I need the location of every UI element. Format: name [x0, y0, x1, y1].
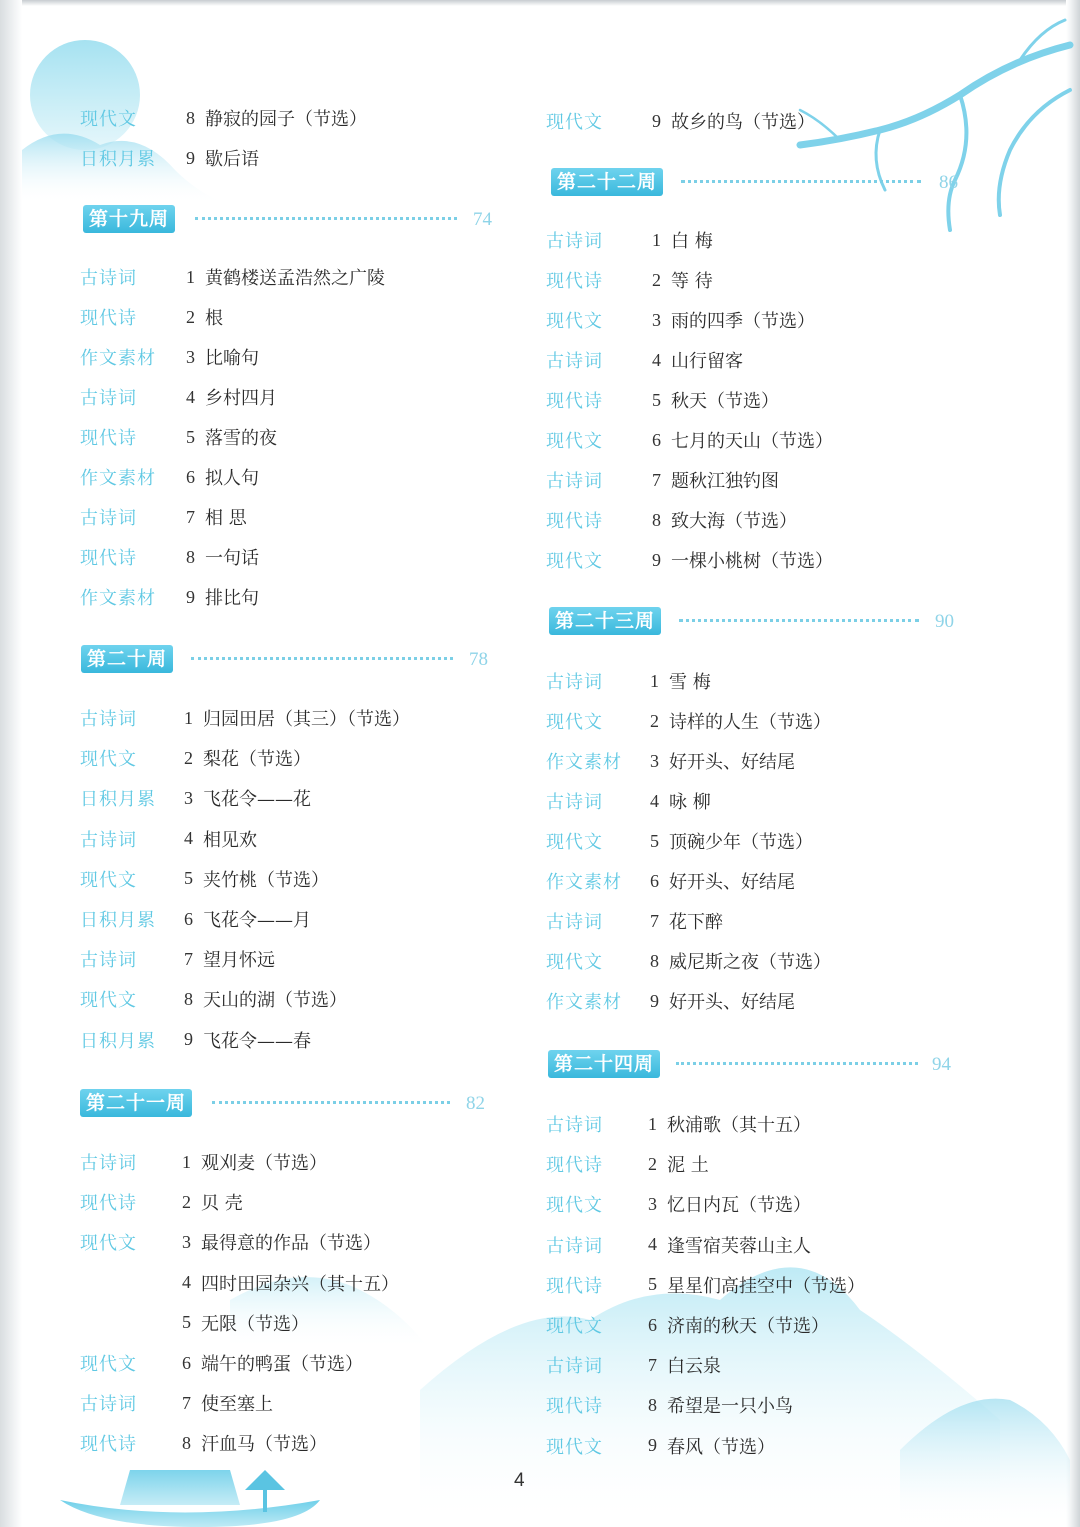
week-label: 第二十周 — [81, 645, 173, 673]
item-title: 好开头、好结尾 — [669, 992, 795, 1013]
list-item — [80, 301, 500, 333]
item-number: 4 — [652, 349, 661, 370]
item-title: 无限（节选） — [201, 1313, 309, 1335]
item-number: 9 — [184, 1029, 193, 1050]
item-title: 夹竹桃（节选） — [203, 869, 329, 891]
week-page-number: 78 — [469, 649, 488, 670]
item-category: 作文素材 — [80, 348, 156, 369]
list-item — [546, 985, 966, 1017]
list-item — [80, 782, 500, 814]
item-number: 8 — [652, 509, 661, 530]
item-category: 现代文 — [80, 990, 137, 1012]
item-title: 希望是一只小鸟 — [667, 1396, 793, 1418]
list-item — [80, 742, 500, 774]
item-category: 现代文 — [546, 431, 603, 452]
item-number: 9 — [652, 110, 661, 131]
item-number: 8 — [186, 107, 195, 128]
item-number: 1 — [186, 266, 195, 287]
list-item — [80, 501, 500, 533]
item-title: 梨花（节选） — [203, 749, 311, 771]
item-category: 现代文 — [546, 311, 603, 332]
leader-dots — [195, 217, 457, 221]
item-number: 8 — [648, 1394, 657, 1415]
item-title: 四时田园杂兴（其十五） — [201, 1273, 399, 1295]
list-item — [80, 341, 500, 373]
item-category: 古诗词 — [80, 950, 137, 972]
item-title: 雪 梅 — [669, 672, 711, 693]
item-title: 威尼斯之夜（节选） — [669, 952, 831, 973]
list-item — [546, 905, 966, 937]
item-title: 望月怀远 — [203, 950, 275, 972]
item-category: 现代诗 — [546, 511, 603, 532]
item-title: 题秋江独钓图 — [671, 471, 779, 492]
item-number: 4 — [650, 790, 659, 811]
item-category: 日积月累 — [80, 789, 156, 811]
item-number: 6 — [650, 870, 659, 891]
item-title: 好开头、好结尾 — [669, 752, 795, 773]
item-title: 拟人句 — [205, 468, 259, 489]
item-category: 现代诗 — [546, 1275, 603, 1297]
item-category: 古诗词 — [546, 1356, 603, 1378]
item-title: 逢雪宿芙蓉山主人 — [667, 1235, 811, 1257]
list-item — [546, 1229, 966, 1261]
item-title: 黄鹤楼送孟浩然之广陵 — [205, 268, 385, 289]
list-item — [80, 421, 500, 453]
week-label: 第二十三周 — [549, 607, 661, 635]
item-title: 白云泉 — [667, 1356, 721, 1378]
list-item — [546, 1188, 966, 1220]
item-category: 古诗词 — [546, 1115, 603, 1136]
item-category: 古诗词 — [80, 388, 137, 409]
item-category: 古诗词 — [546, 912, 603, 933]
item-title: 一棵小桃树（节选） — [671, 551, 833, 572]
item-title: 一句话 — [205, 548, 259, 569]
item-number: 1 — [652, 229, 661, 250]
item-title: 静寂的园子（节选） — [205, 109, 367, 130]
list-item — [80, 1186, 500, 1218]
item-number: 5 — [184, 868, 193, 889]
item-number: 6 — [652, 429, 661, 450]
week-page-number: 74 — [473, 209, 492, 230]
item-number: 8 — [186, 546, 195, 567]
item-number: 5 — [648, 1274, 657, 1295]
item-category: 古诗词 — [80, 829, 137, 851]
item-title: 排比句 — [205, 588, 259, 609]
week-label: 第十九周 — [83, 205, 175, 233]
item-title: 星星们高挂空中（节选） — [667, 1275, 865, 1297]
list-item — [80, 1146, 500, 1178]
item-title: 花下醉 — [669, 912, 723, 933]
week-header — [549, 607, 969, 635]
item-number: 6 — [648, 1314, 657, 1335]
item-title: 使至塞上 — [201, 1394, 273, 1416]
item-title: 飞花令——月 — [203, 910, 311, 931]
item-category: 古诗词 — [546, 1235, 603, 1257]
item-category: 古诗词 — [546, 471, 603, 492]
item-number: 7 — [186, 506, 195, 527]
item-title: 比喻句 — [205, 348, 259, 369]
item-category: 古诗词 — [80, 1394, 137, 1416]
item-title: 济南的秋天（节选） — [667, 1316, 829, 1337]
item-category: 现代文 — [80, 749, 137, 771]
item-category: 作文素材 — [80, 588, 156, 609]
item-title: 归园田居（其三）（节选） — [203, 709, 410, 730]
item-title: 等 待 — [671, 271, 713, 292]
week-header — [81, 645, 501, 673]
week-page-number: 90 — [935, 611, 954, 632]
item-title: 端午的鸭蛋（节选） — [201, 1354, 363, 1375]
item-number: 3 — [186, 346, 195, 367]
item-number: 5 — [186, 426, 195, 447]
list-item — [546, 464, 966, 496]
item-number: 5 — [182, 1312, 191, 1333]
item-title: 诗样的人生（节选） — [669, 712, 831, 733]
item-category: 现代文 — [80, 869, 137, 891]
item-category: 现代诗 — [80, 308, 137, 329]
item-category: 古诗词 — [80, 268, 137, 289]
week-header — [548, 1050, 968, 1078]
list-item — [80, 943, 500, 975]
item-category: 现代诗 — [546, 1155, 603, 1177]
list-item — [80, 142, 480, 174]
item-category: 现代文 — [546, 551, 603, 572]
item-number: 3 — [652, 309, 661, 330]
item-title: 致大海（节选） — [671, 511, 797, 532]
item-number: 3 — [650, 750, 659, 771]
item-number: 6 — [186, 466, 195, 487]
item-category: 现代文 — [546, 1436, 603, 1458]
item-title: 好开头、好结尾 — [669, 872, 795, 893]
item-category: 现代文 — [546, 1195, 603, 1217]
item-title: 贝 壳 — [201, 1193, 243, 1215]
item-title: 汗血马（节选） — [201, 1434, 327, 1456]
item-number: 8 — [182, 1432, 191, 1453]
item-number: 1 — [182, 1151, 191, 1172]
list-item — [546, 344, 966, 376]
item-number: 9 — [652, 549, 661, 570]
list-item — [546, 785, 966, 817]
item-category: 古诗词 — [80, 1153, 137, 1174]
list-item — [546, 544, 966, 576]
item-number: 4 — [648, 1234, 657, 1255]
item-number: 8 — [184, 988, 193, 1009]
item-category: 作文素材 — [546, 872, 622, 893]
item-number: 9 — [648, 1435, 657, 1456]
week-label: 第二十二周 — [551, 168, 663, 196]
item-number: 1 — [184, 707, 193, 728]
list-item — [80, 823, 500, 855]
item-category: 作文素材 — [546, 752, 622, 773]
list-item — [546, 945, 966, 977]
item-title: 春风（节选） — [667, 1436, 775, 1458]
item-category: 现代文 — [546, 1316, 603, 1337]
item-category: 古诗词 — [546, 792, 603, 813]
item-number: 3 — [648, 1193, 657, 1214]
list-item — [546, 1349, 966, 1381]
item-number: 9 — [186, 147, 195, 168]
list-item — [546, 865, 966, 897]
item-number: 5 — [652, 389, 661, 410]
list-item — [546, 665, 966, 697]
item-category: 现代文 — [546, 952, 603, 973]
leader-dots — [212, 1101, 450, 1105]
list-item — [80, 261, 500, 293]
item-title: 秋浦歌（其十五） — [667, 1115, 811, 1136]
item-title: 天山的湖（节选） — [203, 990, 347, 1012]
item-number: 4 — [186, 386, 195, 407]
item-number: 9 — [650, 990, 659, 1011]
item-category: 古诗词 — [546, 672, 603, 693]
list-item — [546, 224, 966, 256]
item-number: 7 — [648, 1354, 657, 1375]
item-category: 日积月累 — [80, 910, 156, 931]
list-item — [546, 504, 966, 536]
list-item — [546, 1309, 966, 1341]
leader-dots — [679, 619, 919, 623]
list-item — [80, 1307, 500, 1339]
item-category: 日积月累 — [80, 1030, 156, 1052]
list-item — [80, 983, 500, 1015]
item-category: 现代诗 — [80, 1434, 137, 1456]
list-item — [546, 1389, 966, 1421]
list-item — [80, 381, 500, 413]
list-item — [546, 384, 966, 416]
item-title: 飞花令——春 — [203, 1030, 311, 1052]
list-item — [546, 1148, 966, 1180]
item-category: 现代文 — [546, 712, 603, 733]
list-item — [546, 304, 966, 336]
list-item — [80, 1387, 500, 1419]
list-item — [546, 705, 966, 737]
list-item — [80, 1226, 500, 1258]
item-title: 根 — [205, 308, 223, 329]
week-page-number: 86 — [939, 172, 958, 193]
list-item — [80, 541, 500, 573]
item-title: 雨的四季（节选） — [671, 311, 815, 332]
list-item — [546, 825, 966, 857]
item-category: 作文素材 — [546, 992, 622, 1013]
list-item — [546, 1269, 966, 1301]
item-title: 乡村四月 — [205, 388, 277, 409]
item-title: 白 梅 — [671, 231, 713, 252]
item-category: 古诗词 — [546, 351, 603, 372]
leader-dots — [191, 657, 453, 661]
week-page-number: 82 — [466, 1093, 485, 1114]
item-number: 4 — [184, 828, 193, 849]
item-number: 1 — [650, 670, 659, 691]
item-category: 作文素材 — [80, 468, 156, 489]
item-number: 2 — [186, 306, 195, 327]
item-title: 相 思 — [205, 508, 247, 529]
item-number: 3 — [184, 787, 193, 808]
item-category: 现代文 — [546, 112, 603, 133]
item-number: 1 — [648, 1113, 657, 1134]
item-number: 6 — [182, 1352, 191, 1373]
list-item — [80, 903, 500, 935]
item-category: 现代文 — [80, 109, 137, 130]
item-number: 7 — [184, 948, 193, 969]
item-number: 8 — [650, 950, 659, 971]
item-number: 4 — [182, 1272, 191, 1293]
list-item — [80, 702, 500, 734]
item-number: 3 — [182, 1231, 191, 1252]
item-title: 飞花令——花 — [203, 789, 311, 811]
list-item — [546, 1430, 966, 1462]
list-item — [80, 461, 500, 493]
item-number: 2 — [182, 1191, 191, 1212]
item-title: 故乡的鸟（节选） — [671, 112, 815, 133]
boat-icon — [60, 1470, 320, 1527]
item-title: 泥 土 — [667, 1155, 709, 1177]
item-number: 7 — [652, 469, 661, 490]
item-category: 现代诗 — [546, 391, 603, 412]
item-category: 现代诗 — [80, 548, 137, 569]
item-category: 现代诗 — [546, 271, 603, 292]
item-category: 现代诗 — [80, 1193, 137, 1215]
item-title: 秋天（节选） — [671, 391, 779, 412]
item-number: 6 — [184, 908, 193, 929]
list-item — [546, 745, 966, 777]
week-header — [83, 205, 503, 233]
item-number: 2 — [652, 269, 661, 290]
leader-dots — [676, 1062, 918, 1066]
item-category: 古诗词 — [80, 709, 137, 730]
item-title: 最得意的作品（节选） — [201, 1233, 381, 1255]
week-label: 第二十四周 — [548, 1050, 660, 1078]
item-number: 2 — [650, 710, 659, 731]
item-category: 现代诗 — [546, 1396, 603, 1418]
item-title: 落雪的夜 — [205, 428, 277, 449]
list-item — [546, 1108, 966, 1140]
item-number: 7 — [650, 910, 659, 931]
item-category: 现代诗 — [80, 428, 137, 449]
list-item — [80, 1347, 500, 1379]
item-title: 观刈麦（节选） — [201, 1153, 327, 1174]
list-item — [80, 1024, 500, 1056]
item-category: 现代文 — [80, 1354, 137, 1375]
list-item — [80, 863, 500, 895]
list-item — [80, 1427, 500, 1459]
item-number: 7 — [182, 1392, 191, 1413]
item-title: 山行留客 — [671, 351, 743, 372]
item-number: 5 — [650, 830, 659, 851]
item-category: 现代文 — [80, 1233, 137, 1255]
item-number: 2 — [648, 1153, 657, 1174]
item-title: 忆日内瓦（节选） — [667, 1195, 811, 1217]
item-number: 2 — [184, 747, 193, 768]
item-title: 相见欢 — [203, 829, 257, 851]
list-item — [546, 264, 966, 296]
list-item — [80, 102, 480, 134]
item-category: 古诗词 — [546, 231, 603, 252]
item-number: 9 — [186, 586, 195, 607]
list-item — [80, 581, 500, 613]
item-title: 歇后语 — [205, 149, 259, 170]
week-label: 第二十一周 — [80, 1089, 192, 1117]
page-number: 4 — [514, 1470, 525, 1491]
week-header — [551, 168, 971, 196]
list-item — [546, 424, 966, 456]
item-category: 现代文 — [546, 832, 603, 853]
list-item — [546, 105, 966, 137]
leader-dots — [681, 180, 921, 184]
item-title: 七月的天山（节选） — [671, 431, 833, 452]
week-header — [80, 1089, 500, 1117]
item-category: 日积月累 — [80, 149, 156, 170]
week-page-number: 94 — [932, 1054, 951, 1075]
item-title: 咏 柳 — [669, 792, 711, 813]
item-category: 古诗词 — [80, 508, 137, 529]
item-title: 顶碗少年（节选） — [669, 832, 813, 853]
list-item — [80, 1267, 500, 1299]
